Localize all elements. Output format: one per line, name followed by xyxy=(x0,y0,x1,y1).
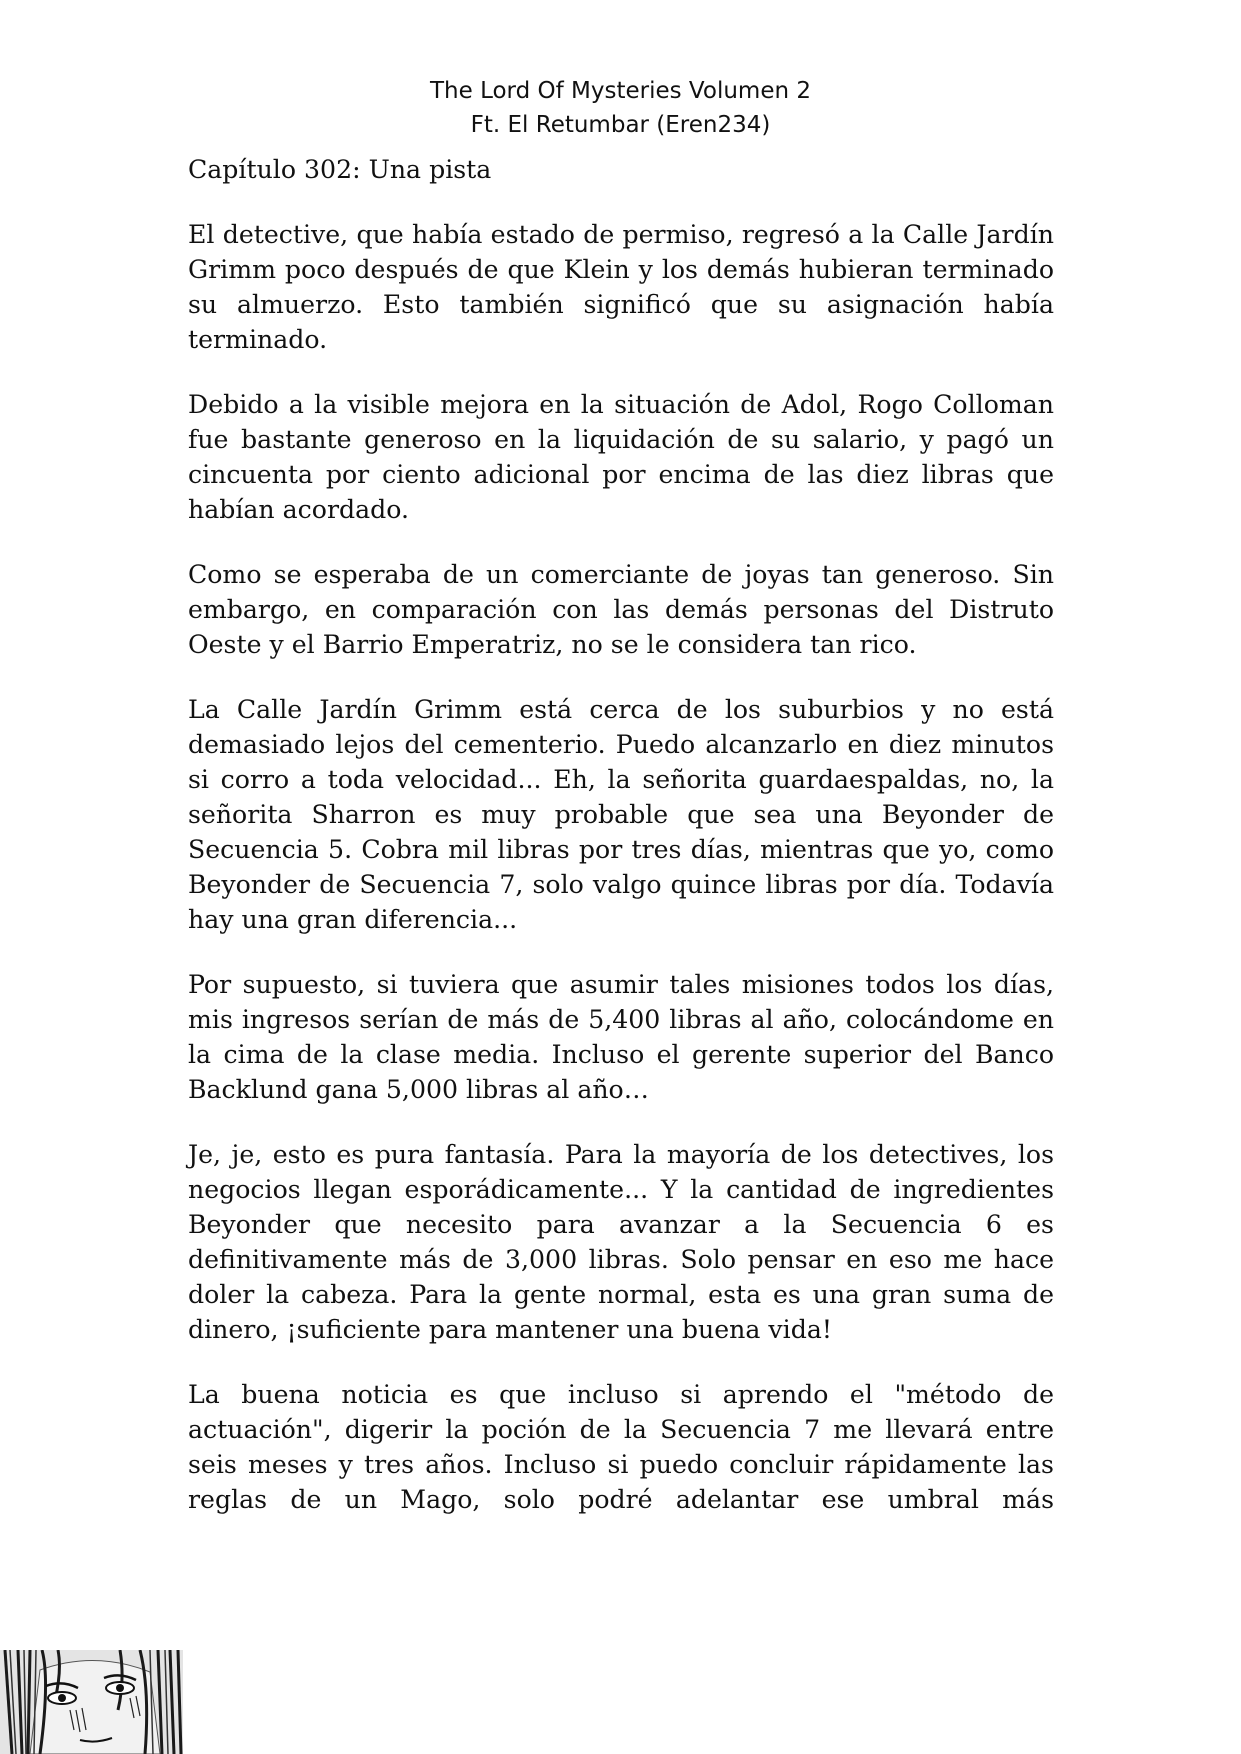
paragraph-1: El detective, que había estado de permiso, regresó a la Calle Jardín Grimm poco después de que Klein y los demás hubieran terminado su almuerzo. Esto también significó que su asignación había terminado. xyxy=(188,220,1054,354)
chapter-body xyxy=(188,152,1054,1547)
paragraph-4: La Calle Jardín Grimm está cerca de los suburbios y no está demasiado lejos del cementerio. Puedo alcanzarlo en diez minutos si corro a toda velocidad... Eh, la señorita guardaespaldas, no, la señorita Sharron es muy probable que sea una Beyonder de Secuencia 5. Cobra mil libras por tres días, mientras que yo, como Beyonder de Secuencia 7, solo valgo quince libras por día. Todavía hay una gran diferencia... xyxy=(188,695,1054,934)
header-credit: Ft. El Retumbar (Eren234) xyxy=(470,112,771,138)
header-book-title: The Lord Of Mysteries Volumen 2 xyxy=(429,78,811,104)
manga-portrait-icon xyxy=(0,1650,183,1754)
paragraph-3: Como se esperaba de un comerciante de joyas tan generoso. Sin embargo, en comparación con las demás personas del Distruto Oeste y el Barrio Emperatriz, no se le considera tan rico. xyxy=(188,560,1054,659)
chapter-title: Capítulo 302: Una pista xyxy=(188,155,492,184)
paragraph-5: Por supuesto, si tuviera que asumir tales misiones todos los días, mis ingresos serían de más de 5,400 libras al año, colocándome en la cima de la clase media. Incluso el gerente superior del Banco Backlund gana 5,000 libras al año… xyxy=(188,970,1054,1104)
paragraph-7: La buena noticia es que incluso si aprendo el "método de actuación", digerir la poción de la Secuencia 7 me llevará entre seis meses y tres años. Incluso si puedo concluir rápidamente las reglas de un Mago, solo podré adelantar ese umbral más xyxy=(188,1380,1054,1514)
paragraph-6: Je, je, esto es pura fantasía. Para la mayoría de los detectives, los negocios llegan esporádicamente... Y la cantidad de ingredientes Beyonder que necesito para avanzar a la Secuencia 6 es definitivamente más de 3,000 libras. Solo pensar en eso me hace doler la cabeza. Para la gente normal, esta es una gran suma de dinero, ¡suficiente para mantener una buena vida! xyxy=(188,1140,1054,1344)
document-header xyxy=(0,74,1241,142)
paragraph-2: Debido a la visible mejora en la situación de Adol, Rogo Colloman fue bastante generoso en la liquidación de su salario, y pagó un cincuenta por ciento adicional por encima de las diez libras que habían acordado. xyxy=(188,390,1054,524)
